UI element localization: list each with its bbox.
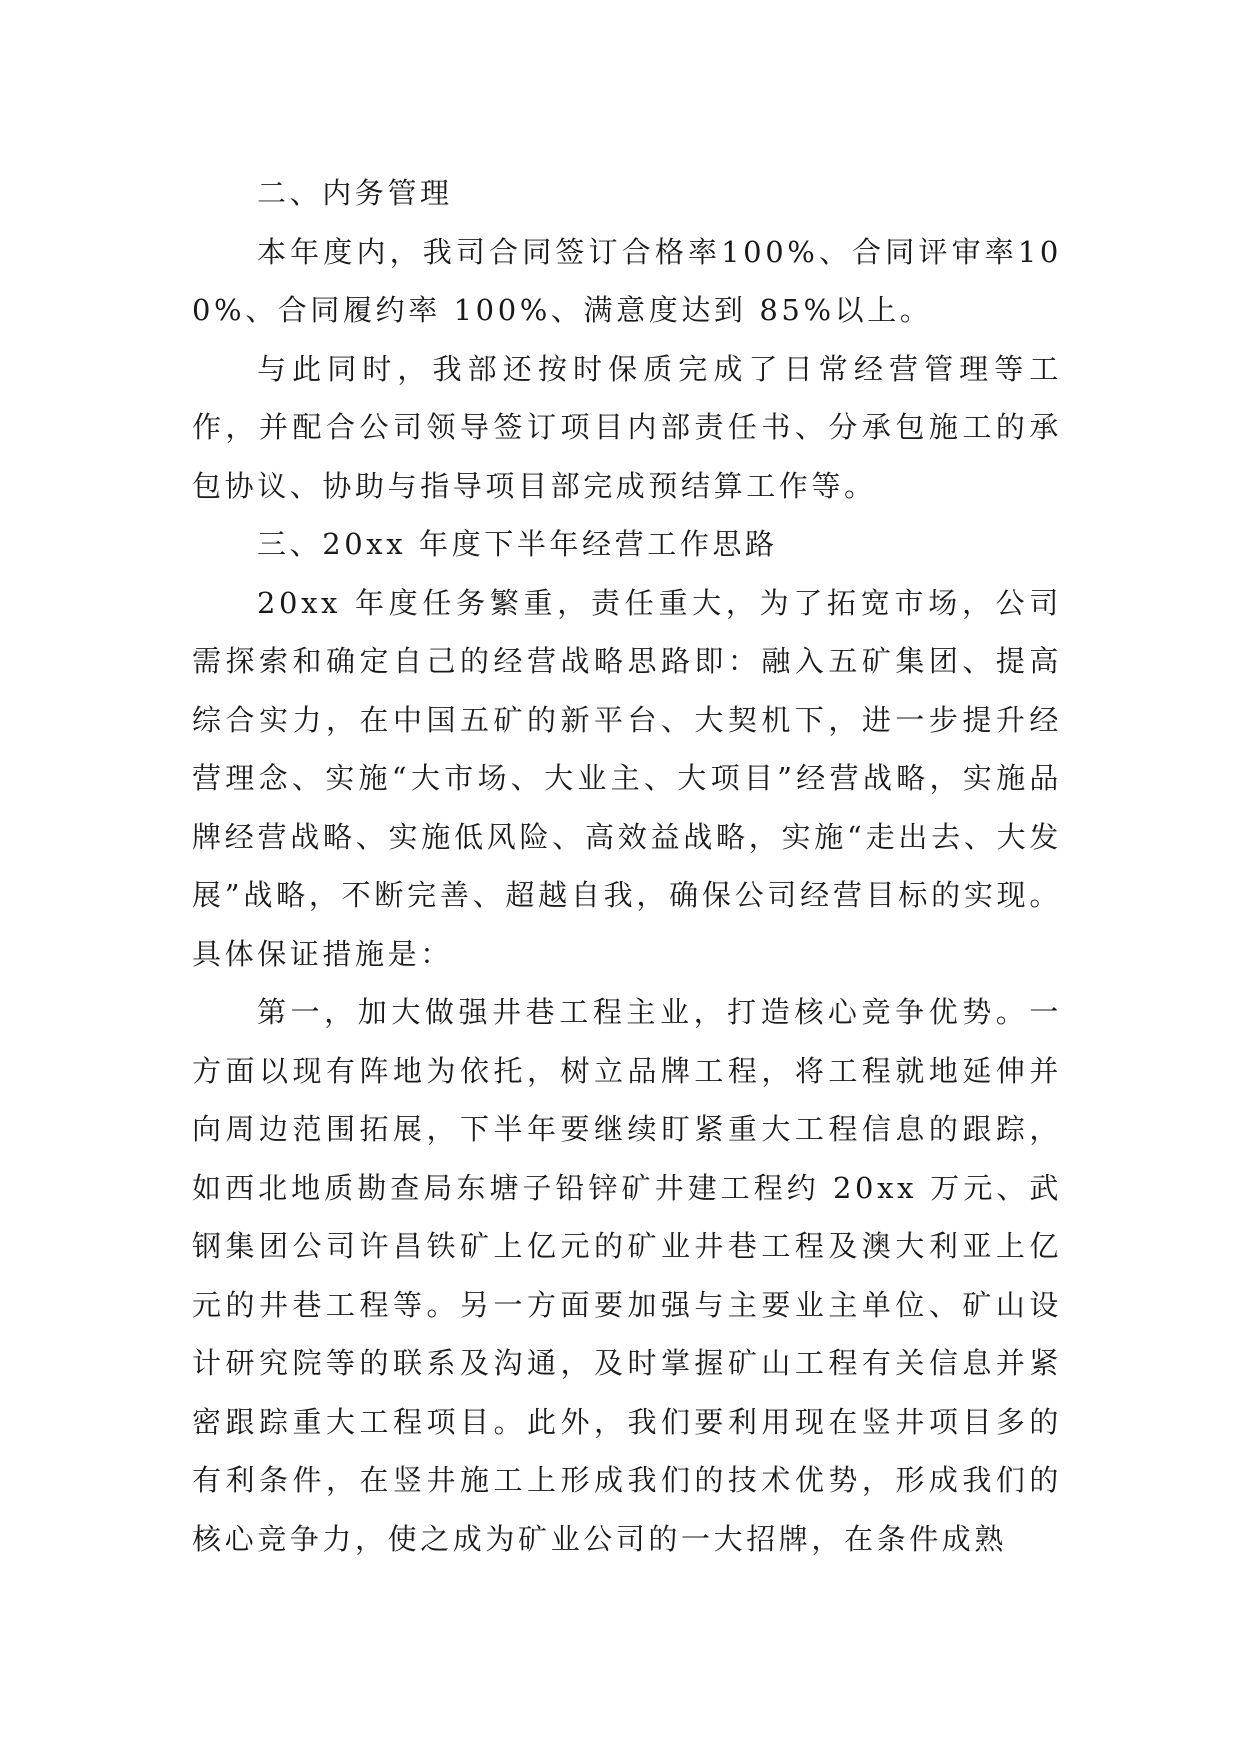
section-heading-internal-affairs: 二、内务管理: [257, 176, 453, 210]
paragraph-contract-rates: 本年度内，我司合同签订合格率100%、合同评审率100%、合同履约率 100%、满意度达到 85%以上。: [192, 234, 1062, 327]
paragraph-daily-management: 与此同时，我部还按时保质完成了日常经营管理等工作，并配合公司领导签订项目内部责任书、分承包施工的承包协议、协助与指导项目部完成预结算工作等。: [192, 351, 1062, 503]
paragraph-core-business: 第一，加大做强井巷工程主业，打造核心竞争优势。一方面以现有阵地为依托，树立品牌工程，将工程就地延伸并向周边范围拓展，下半年要继续盯紧重大工程信息的跟踪，如西北地质勘查局东塘子铅锌矿井建工程约 20xx 万元、武钢集团公司许昌铁矿上亿元的矿业井巷工程及澳大利亚上亿元的井巷工程等。另一方面要加强与主要业主单位、矿山设计研究院等的联系及沟通，及时掌握矿山工程有关信息并紧密跟踪重大工程项目。此外，我们要利用现在竖井项目多的有利条件，在竖井施工上形成我们的技术优势，形成我们的核心竞争力，使之成为矿业公司的一大招牌，在条件成熟: [192, 995, 1062, 1556]
section-heading-work-plan: 三、20xx 年度下半年经营工作思路: [257, 527, 778, 561]
paragraph-business-strategy: 20xx 年度任务繁重，责任重大，为了拓宽市场，公司需探索和确定自己的经营战略思路即：融入五矿集团、提高综合实力，在中国五矿的新平台、大契机下，进一步提升经营理念、实施“大市场、大业主、大项目”经营战略，实施品牌经营战略、实施低风险、高效益战略，实施“走出去、大发展”战略，不断完善、超越自我，确保公司经营目标的实现。具体保证措施是：: [192, 585, 1062, 971]
document-body: [192, 164, 1062, 1568]
